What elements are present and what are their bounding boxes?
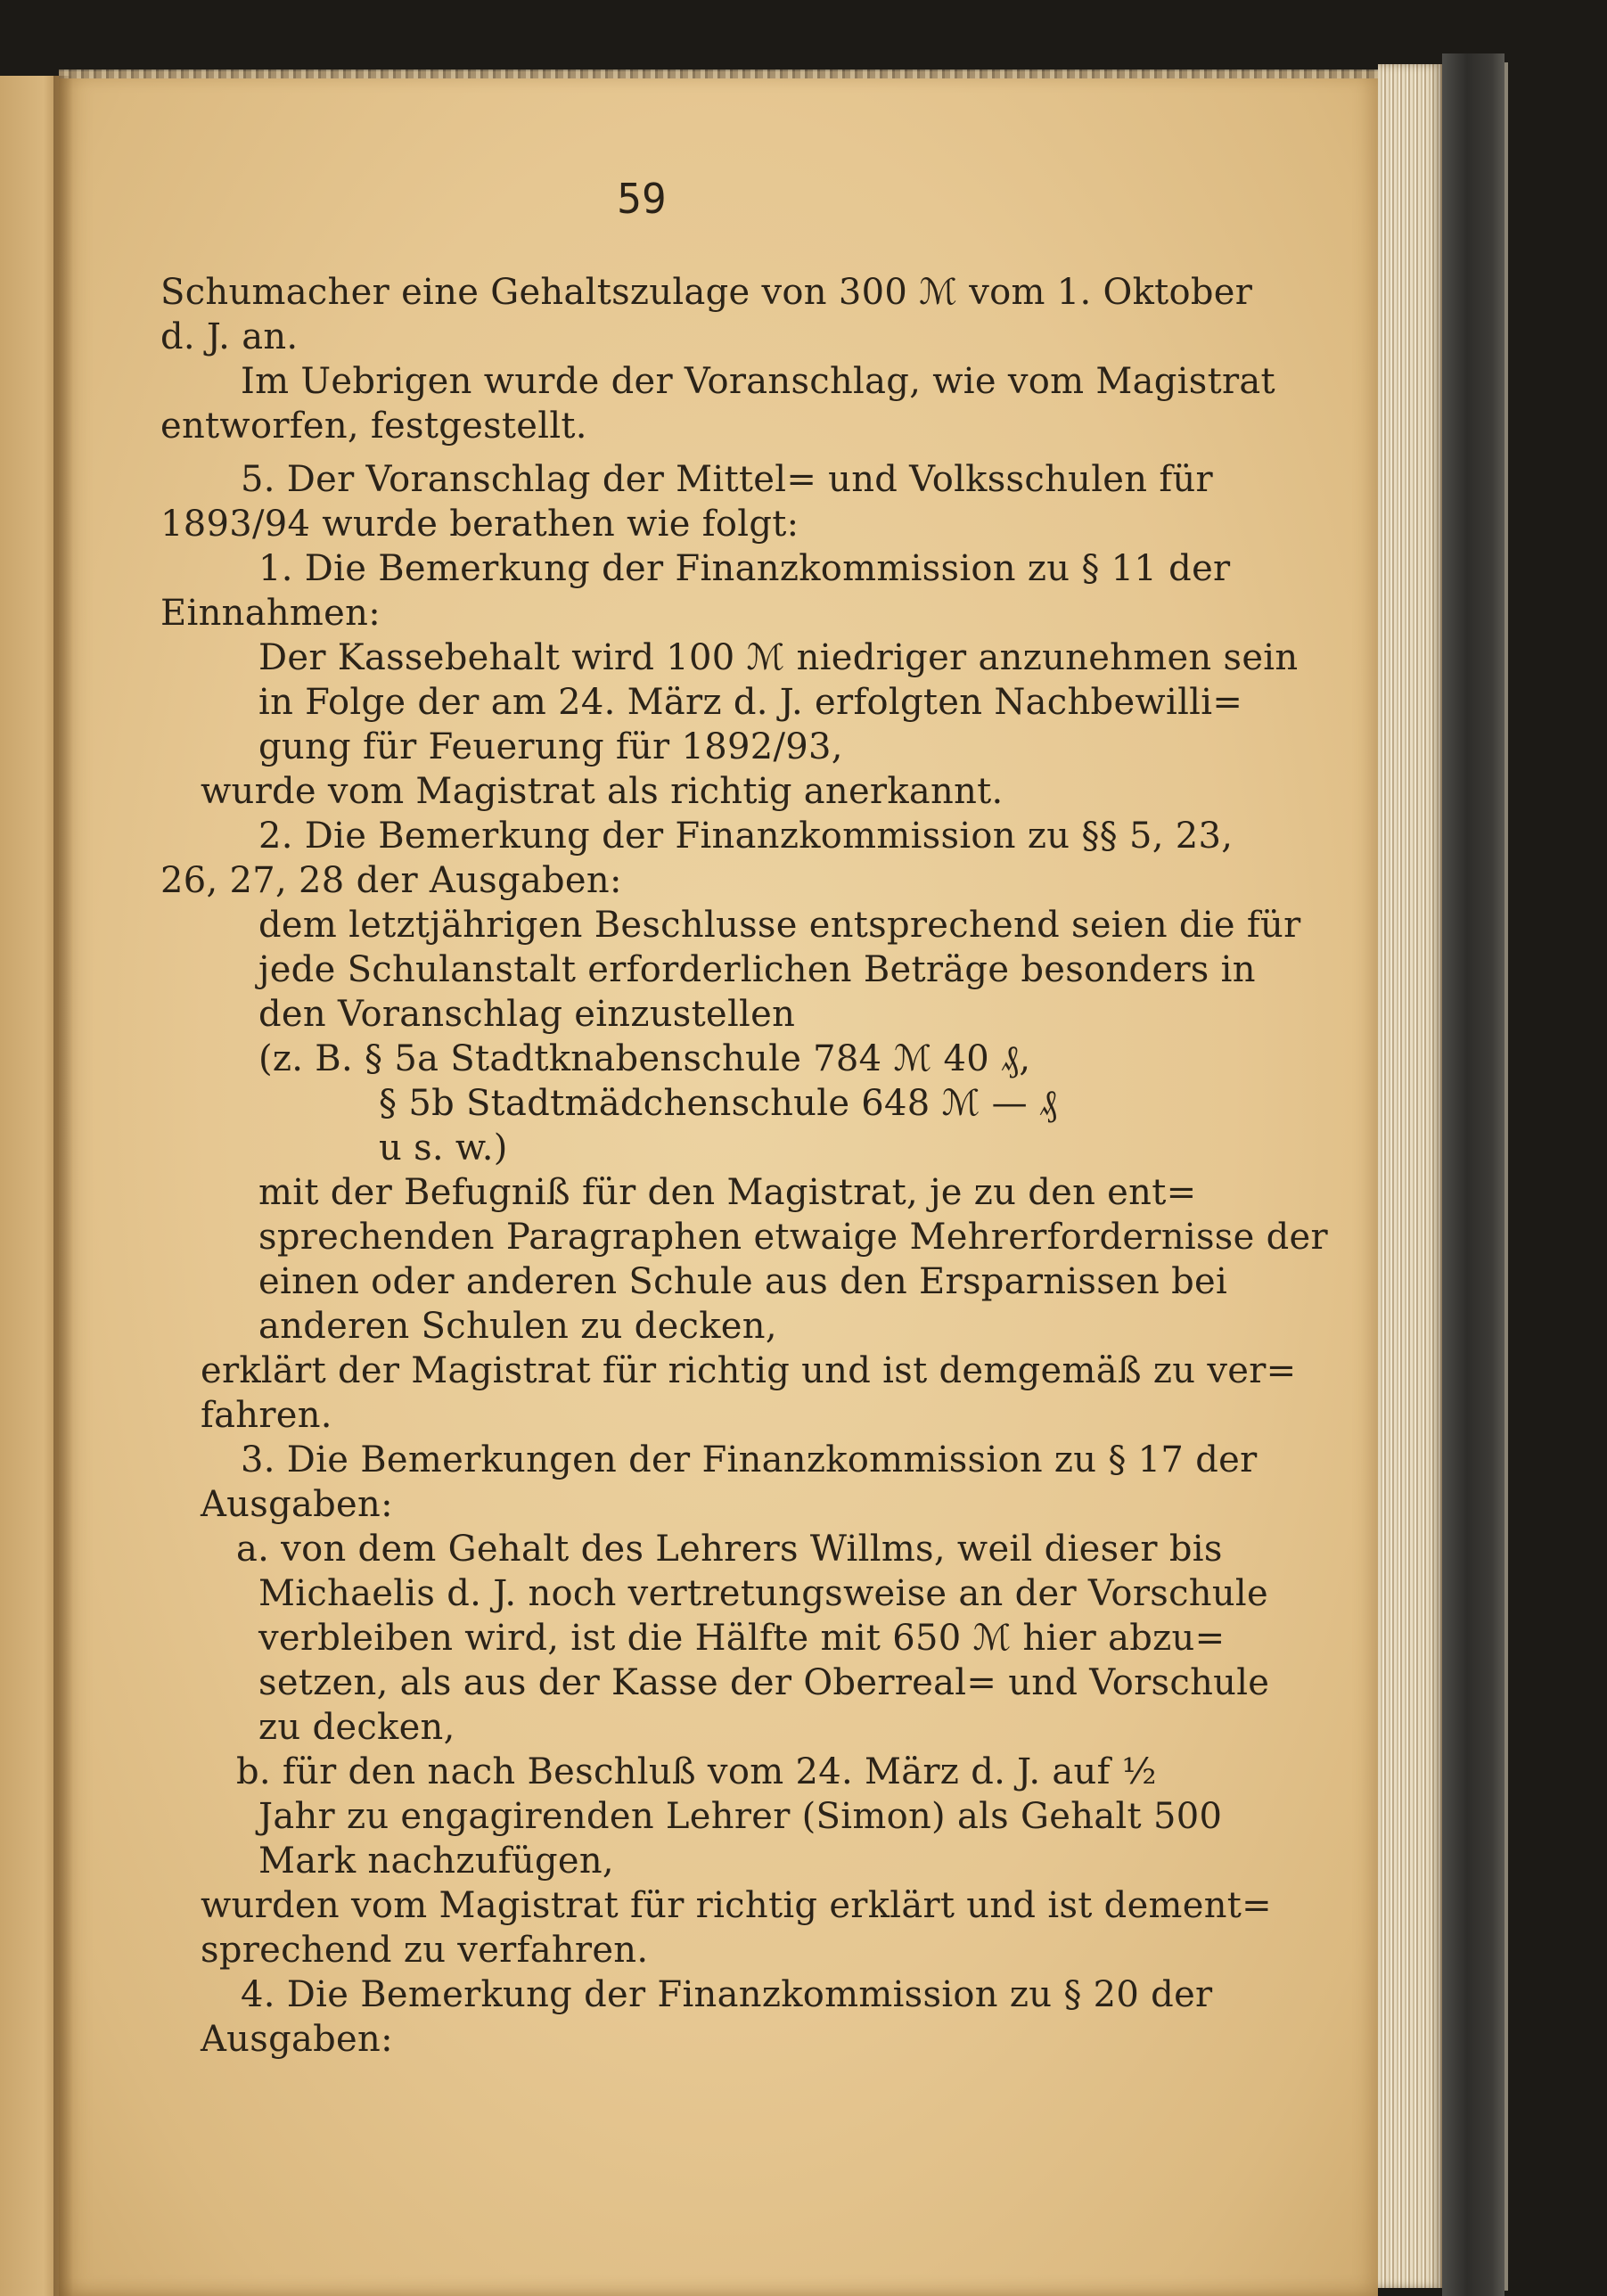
text-line: 4. Die Bemerkung der Finanzkommission zu § 20 der [241,1974,1213,2015]
text-line: u s. w.) [379,1128,508,1168]
text-line: entworfen, festgestellt. [160,406,587,447]
text-line: den Voranschlag einzustellen [258,994,796,1035]
text-line: fahren. [201,1395,332,1436]
text-line: 3. Die Bemerkungen der Finanzkommission zu § 17 der [241,1439,1258,1480]
text-line: Ausgaben: [201,1484,393,1525]
text-line: a. von dem Gehalt des Lehrers Willms, weil dieser bis [236,1529,1223,1570]
text-line: mit der Befugniß für den Magistrat, je zu den ent= [258,1172,1197,1213]
text-line: b. für den nach Beschluß vom 24. März d. J. auf ½ [236,1751,1157,1792]
text-line: dem letztjährigen Beschlusse entsprechend seien die für [258,905,1301,946]
text-line: 26, 27, 28 der Ausgaben: [160,860,622,901]
text-line: Michaelis d. J. noch vertretungsweise an der Vorschule [258,1573,1268,1614]
text-line: d. J. an. [160,316,299,357]
text-line: setzen, als aus der Kasse der Oberreal= und Vorschule [258,1662,1270,1703]
text-line: 1893/94 wurde berathen wie folgt: [160,504,799,545]
text-line: Im Uebrigen wurde der Voranschlag, wie vom Magistrat [241,361,1275,402]
text-line: § 5b Stadtmädchenschule 648 ℳ — ₰ [379,1083,1058,1124]
text-line: 2. Die Bemerkung der Finanzkommission zu §§ 5, 23, [258,816,1234,857]
page-top-edge [59,70,1378,78]
text-line: Der Kassebehalt wird 100 ℳ niedriger anzunehmen sein [258,637,1299,678]
text-line: Ausgaben: [201,2019,393,2060]
book-cover [1442,53,1505,2296]
page-number: 59 [617,175,667,223]
text-line: sprechend zu verfahren. [201,1930,649,1971]
binding-gutter [53,76,73,2296]
text-line: (z. B. § 5a Stadtknabenschule 784 ℳ 40 ₰, [258,1038,1031,1079]
text-line: Mark nachzufügen, [258,1841,614,1882]
cover-edge [1505,62,1508,2291]
text-line: wurde vom Magistrat als richtig anerkannt. [201,771,1004,812]
text-line: wurden vom Magistrat für richtig erklärt und ist dement= [201,1885,1272,1926]
text-line: jede Schulanstalt erforderlichen Beträge besonders in [258,949,1256,990]
text-line: Jahr zu engagirenden Lehrer (Simon) als Gehalt 500 [258,1796,1223,1837]
text-line: in Folge der am 24. März d. J. erfolgten Nachbewilli= [258,682,1243,723]
text-line: einen oder anderen Schule aus den Ersparnissen bei [258,1261,1228,1302]
text-line: sprechenden Paragraphen etwaige Mehrerfordernisse der [258,1217,1328,1258]
text-line: Einnahmen: [160,593,381,634]
page-block-edge [1378,64,1442,2288]
text-line: zu decken, [258,1707,455,1748]
text-line: 1. Die Bemerkung der Finanzkommission zu § 11 der [258,548,1231,589]
text-line: Schumacher eine Gehaltszulage von 300 ℳ vom 1. Oktober [160,272,1253,313]
text-line: verbleiben wird, ist die Hälfte mit 650 ℳ hier abzu= [258,1618,1226,1659]
text-line: erklärt der Magistrat für richtig und ist demgemäß zu ver= [201,1350,1297,1391]
text-line: anderen Schulen zu decken, [258,1306,777,1347]
text-line: gung für Feuerung für 1892/93, [258,726,843,767]
text-line: 5. Der Voranschlag der Mittel= und Volksschulen für [241,459,1213,500]
